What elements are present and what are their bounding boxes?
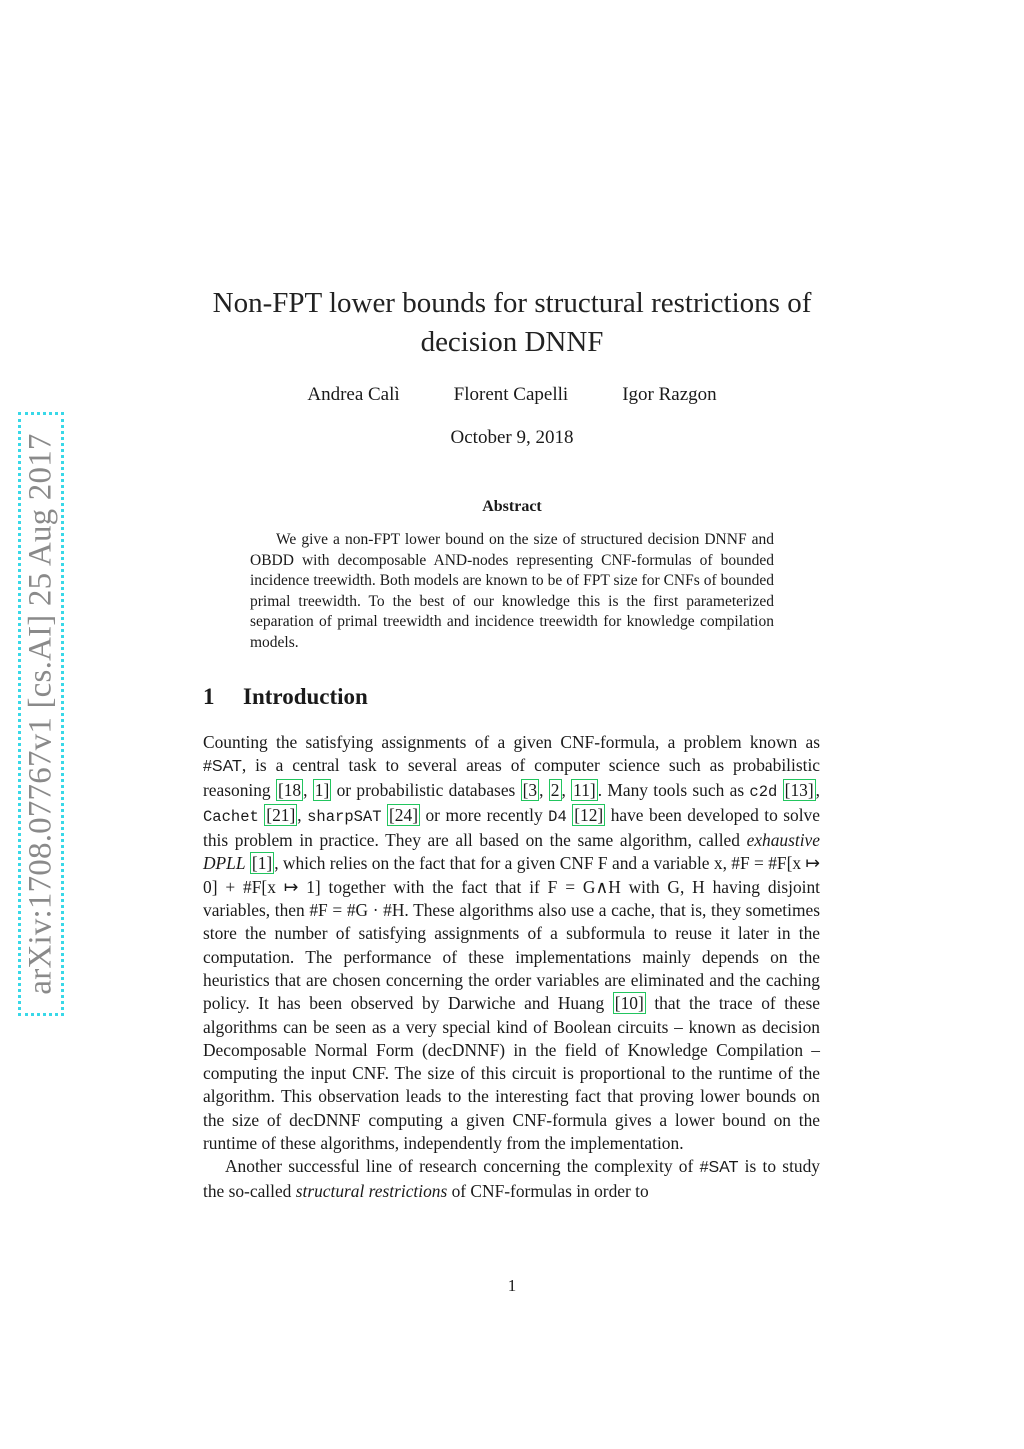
abstract-text: We give a non-FPT lower bound on the size of structured decision DNNF and OBDD with decomposable AND-nodes representing CNF-formulas of bounded incidence treewidth. Both models are known to be of FPT size for CNFs of bounded primal treewidth. To the best of our knowledge this is the first parameterized separation of primal treewidth and incidence treewidth for knowledge compilation models. [250, 531, 774, 651]
citation-13[interactable]: [13] [784, 779, 814, 800]
section-title: Introduction [243, 684, 368, 709]
author-3: Igor Razgon [622, 384, 717, 405]
text-run: is to study the so-called [203, 1156, 820, 1201]
citation-link[interactable] [313, 779, 332, 801]
text-run: , [297, 804, 308, 825]
section-number: 1 [203, 684, 215, 709]
text-run: , is a central task to several areas of computer science such as probabilistic reasoning [203, 755, 820, 800]
page-number: 1 [507, 1276, 517, 1295]
citation-1b[interactable]: [1] [251, 853, 273, 874]
arxiv-identifier-stamp [18, 412, 64, 1016]
citation-link[interactable] [571, 779, 598, 801]
author-1: Andrea Calì [307, 384, 400, 405]
arxiv-identifier: arXiv:1708.07767v1 [cs.AI] 25 Aug 2017 [22, 433, 59, 995]
citation-12[interactable]: [12] [574, 804, 604, 825]
citation-separator: , [303, 779, 313, 800]
author-2: Florent Capelli [453, 384, 569, 405]
text-run: , [815, 779, 820, 800]
section-heading [203, 684, 368, 710]
citation-link[interactable] [521, 779, 540, 801]
tool-sharpsat: sharpSAT [307, 807, 382, 826]
citation-21[interactable]: [21] [266, 804, 296, 825]
citation-separator: , [539, 779, 549, 800]
text-run: or more recently [420, 804, 549, 825]
citation-10[interactable]: [10] [614, 993, 644, 1014]
author-list [200, 384, 824, 406]
text-run: or probabilistic databases [331, 779, 521, 800]
citation-2[interactable]: 2 [550, 779, 560, 800]
tool-d4: D4 [548, 807, 567, 826]
term-structural-restrictions: structural restrictions [295, 1180, 448, 1201]
sharp-sat-term: #SAT [203, 758, 242, 776]
citation-24[interactable]: [24] [389, 804, 418, 825]
text-run: have been developed to solve this problem in practice. They are all based on the same algorithm, called [203, 804, 820, 851]
text-run: Counting the satisfying assignments of a given CNF-formula, a problem known as [203, 732, 820, 752]
body-text [203, 731, 820, 1203]
term-exhaustive-dpll: exhaustive DPLL [203, 830, 820, 874]
text-run: . Many tools such as [597, 779, 750, 800]
paragraph-2 [203, 1155, 820, 1203]
citation-11[interactable]: 11] [573, 779, 596, 800]
citation-link[interactable] [276, 779, 303, 801]
publication-date: October 9, 2018 [450, 427, 574, 448]
tool-c2d: c2d [749, 782, 778, 801]
text-run: Another successful line of research concerning the complexity of [225, 1156, 700, 1177]
tool-cachet: Cachet [203, 807, 259, 826]
paper-title [160, 284, 864, 362]
sharp-sat-term: #SAT [699, 1159, 739, 1177]
citation-18[interactable]: [18 [277, 779, 302, 800]
text-run: that the trace of these algorithms can be seen as a very special kind of Boolean circuits – known as decision Decomposable Normal Form (decDNNF) in the field of Knowledge Compilation – computing the input CNF. The size of this circuit is proportional to the runtime of the algorithm. This observation leads to the interesting fact that proving lower bounds on the size of decDNNF computing a given CNF-formula gives a lower bound on the runtime of these algorithms, independently from the implementation. [203, 993, 820, 1154]
title-line-2: decision DNNF [420, 326, 604, 358]
title-line-1: Non-FPT lower bounds for structural restrictions of [212, 287, 812, 319]
abstract-heading: Abstract [482, 498, 542, 515]
citation-3[interactable]: [3 [522, 779, 538, 800]
text-run: of CNF-formulas in order to [447, 1180, 649, 1201]
paragraph-1 [203, 731, 820, 1155]
citation-link[interactable] [549, 779, 562, 801]
citation-1[interactable]: 1] [314, 779, 330, 800]
citation-separator: , [561, 779, 572, 800]
text-run: , which relies on the fact that for a given CNF F and a variable x, #F = #F[x ↦ 0] + #F[x ↦ 1] together with the fact that if F = G∧H with G, H having disjoint variables, then #F = #G · #H. These algorithms also use a cache, that is, they sometimes store the number of satisfying assignments of a subformula to reuse it later in the computation. The performance of these implementations mainly depends on the heuristics that are chosen concerning the order variables are eliminated and the caching policy. It has been observed by Darwiche and Huang [203, 853, 820, 1014]
